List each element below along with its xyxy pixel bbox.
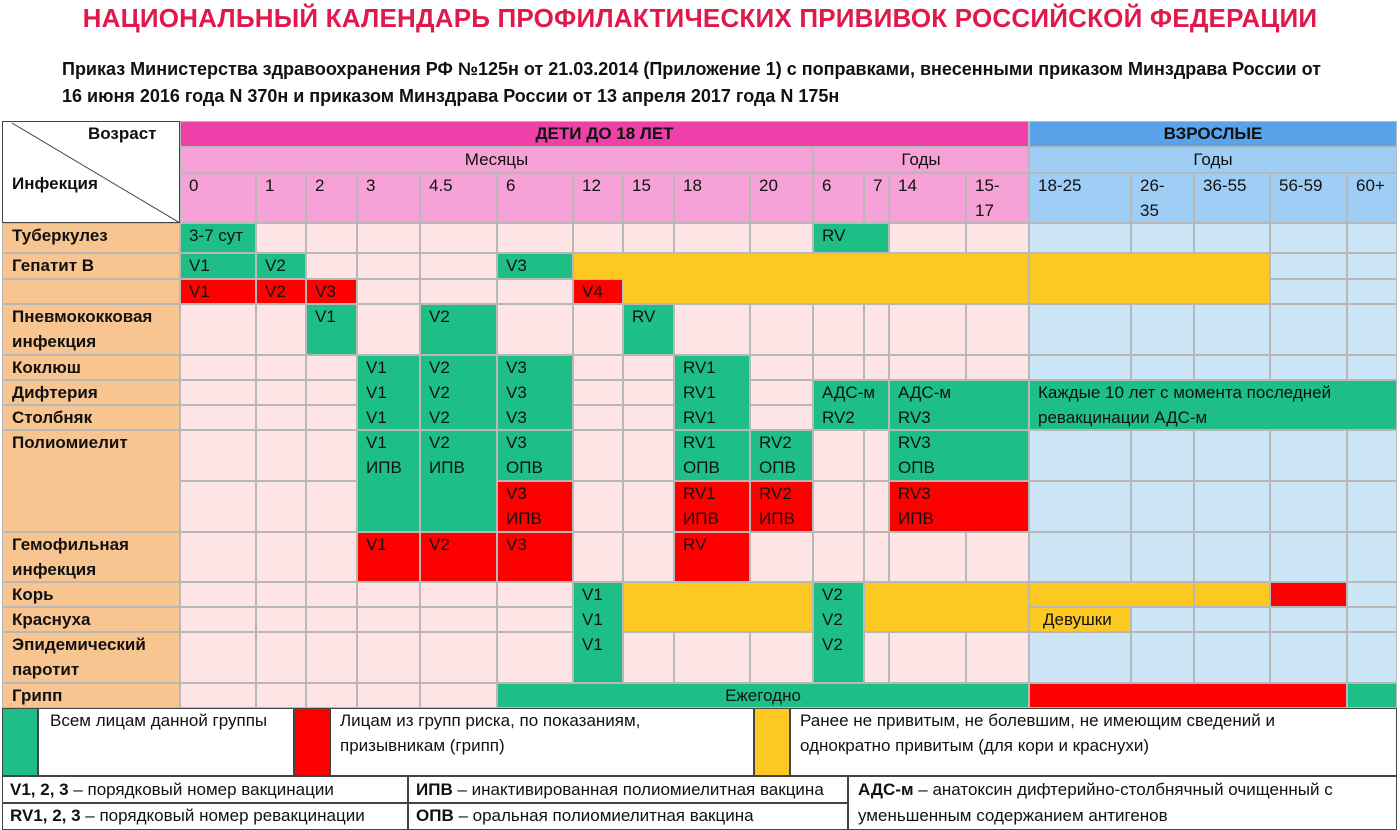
infection-name: Эпидемический паротит: [12, 635, 146, 679]
grid-cell: [1347, 430, 1397, 481]
grid-cell: [573, 304, 623, 355]
grid-cell: [1131, 355, 1194, 380]
age-label: 3: [366, 176, 376, 195]
hepb-v3-label: V3: [506, 256, 527, 275]
ads-label: АДС-м: [822, 383, 876, 402]
abbr-ads-m-text: – анатоксин дифтерийно-столбнячный очищенный с уменьшенным содержанием антигенов: [858, 780, 1333, 825]
tetanus-label: V3: [506, 408, 527, 427]
grid-cell: [420, 582, 497, 607]
grid-cell: [573, 532, 623, 582]
hepb-catchup-child-cell: [573, 253, 1029, 304]
pertussis-label: V1: [366, 358, 387, 377]
grid-cell: [1270, 430, 1347, 481]
polio-risk-v3-label: V3 ИПВ: [506, 484, 542, 528]
grid-cell: [306, 607, 357, 632]
tetanus-rv1-label: RV1: [683, 408, 716, 427]
grid-cell: [1347, 607, 1397, 632]
grid-cell: [573, 380, 623, 405]
diphtheria-label: V1: [366, 383, 387, 402]
grid-cell: [180, 380, 256, 405]
grid-cell: [256, 304, 306, 355]
tetanus-label: V2: [429, 408, 450, 427]
grid-cell: [813, 304, 864, 355]
grid-cell: [623, 632, 674, 683]
age-label: 4.5: [429, 176, 453, 195]
grid-cell: [180, 355, 256, 380]
grid-cell: [180, 304, 256, 355]
hepb-catchup-adult-cell: [1029, 253, 1270, 304]
grid-cell: [306, 582, 357, 607]
age-label: 60+: [1356, 176, 1385, 195]
grid-cell: [889, 304, 966, 355]
age-label: 18: [683, 176, 702, 195]
grid-cell: [357, 607, 420, 632]
age-label: 0: [189, 176, 199, 195]
age-label: 7: [873, 176, 883, 195]
grid-cell: [1194, 532, 1270, 582]
pneumo-v1-label: V1: [315, 307, 336, 326]
grid-cell: [180, 683, 256, 708]
grid-cell: [1347, 355, 1397, 380]
grid-cell: [497, 304, 573, 355]
grid-cell: [750, 223, 813, 253]
abbr-revaccination-key: RV1, 2, 3: [10, 806, 81, 825]
grid-cell: [306, 405, 357, 430]
grid-cell: [306, 481, 357, 532]
rubella-v1-label: V1: [582, 610, 603, 629]
grid-cell: [864, 632, 889, 683]
polio-risk-rv1-label: RV1 ИПВ: [683, 484, 719, 528]
grid-cell: [1347, 279, 1397, 304]
grid-cell: [864, 532, 889, 582]
grid-cell: [306, 532, 357, 582]
grid-cell: [889, 532, 966, 582]
tb-rv-label: RV: [822, 226, 846, 245]
legend-green-text: Всем лицам данной группы: [50, 711, 268, 730]
grid-cell: [306, 355, 357, 380]
grid-cell: [180, 632, 256, 683]
grid-cell: [966, 304, 1029, 355]
tb-label: 3-7 сут: [189, 226, 244, 245]
grid-cell: [1270, 355, 1347, 380]
grid-cell: [750, 355, 813, 380]
grid-cell: [357, 253, 420, 279]
grid-cell: [1347, 304, 1397, 355]
grid-cell: [1029, 430, 1131, 481]
grid-cell: [864, 481, 889, 532]
grid-cell: [180, 430, 256, 481]
abbr-ads-m: [858, 777, 1333, 829]
grid-cell: [180, 607, 256, 632]
legend-green-swatch: [2, 708, 38, 776]
flu-label: Ежегодно: [725, 686, 801, 705]
grid-cell: [497, 279, 573, 304]
grid-cell: [889, 355, 966, 380]
age-header-label: Возраст: [88, 124, 157, 143]
polio-rv1-label: RV1 ОПВ: [683, 433, 720, 477]
grid-cell: [623, 532, 674, 582]
flu-elderly-cell: [1347, 683, 1397, 708]
legend-yellow-swatch: [754, 708, 790, 776]
grid-cell: [420, 607, 497, 632]
age-header-cell: [256, 173, 306, 223]
rv3-label: RV3: [898, 408, 931, 427]
grid-cell: [1194, 355, 1270, 380]
grid-cell: [420, 683, 497, 708]
grid-cell: [1029, 355, 1131, 380]
infection-name: Грипп: [12, 686, 63, 705]
grid-cell: [420, 223, 497, 253]
grid-cell: [497, 632, 573, 683]
polio-v3-label: V3 ОПВ: [506, 433, 543, 477]
grid-cell: [306, 430, 357, 481]
grid-cell: [256, 405, 306, 430]
adult-years-header-label: Годы: [1193, 150, 1233, 169]
grid-cell: [1270, 481, 1347, 532]
hepb-risk-v1-label: V1: [189, 282, 210, 301]
grid-cell: [256, 532, 306, 582]
grid-cell: [864, 430, 889, 481]
grid-cell: [1131, 481, 1194, 532]
grid-cell: [889, 632, 966, 683]
grid-cell: [1347, 632, 1397, 683]
age-label: 6: [506, 176, 516, 195]
age-label: 56-59: [1279, 176, 1323, 195]
polio-rv2-label: RV2 ОПВ: [759, 433, 796, 477]
grid-cell: [750, 380, 813, 405]
age-label: 1: [265, 176, 275, 195]
grid-cell: [1194, 607, 1270, 632]
rubella-v2-label: V2: [822, 610, 843, 629]
measles-adult-catchup-cell: [1029, 582, 1194, 607]
infection-name: Коклюш: [12, 358, 81, 377]
grid-cell: [750, 304, 813, 355]
hepb-risk-v4-label: V4: [582, 282, 603, 301]
legend-yellow-text: Ранее не привитым, не болевшим, не имеющим сведений и однократно привитым (для кори и краснухи): [800, 711, 1275, 755]
polio-rv3-label: RV3 ОПВ: [898, 433, 935, 477]
grid-cell: [306, 632, 357, 683]
grid-cell: [1347, 253, 1397, 279]
measles-v1-label: V1: [582, 585, 603, 604]
grid-cell: [573, 481, 623, 532]
grid-cell: [674, 304, 750, 355]
grid-cell: [1131, 430, 1194, 481]
grid-cell: [623, 430, 674, 481]
age-label: 18-25: [1038, 176, 1082, 195]
hepb-risk-v2-label: V2: [265, 282, 286, 301]
grid-cell: [966, 632, 1029, 683]
infection-name: Пневмококковая инфекция: [12, 307, 153, 351]
grid-cell: [1347, 582, 1397, 607]
grid-cell: [180, 582, 256, 607]
infection-name: Краснуха: [12, 610, 91, 629]
age-label: 14: [898, 176, 917, 195]
hib-v1-label: V1: [366, 535, 387, 554]
grid-cell: [1270, 304, 1347, 355]
legend-red-text: Лицам из групп риска, по показаниям, призывникам (грипп): [340, 711, 641, 755]
page-title: НАЦИОНАЛЬНЫЙ КАЛЕНДАРЬ ПРОФИЛАКТИЧЕСКИХ ПРИВИВОК РОССИЙСКОЙ ФЕДЕРАЦИИ: [82, 3, 1318, 33]
grid-cell: [864, 304, 889, 355]
grid-cell: [1347, 532, 1397, 582]
rubella-girls-label: Девушки: [1043, 610, 1112, 629]
grid-cell: [357, 223, 420, 253]
infection-header-label: Инфекция: [12, 174, 98, 193]
grid-cell: [1194, 430, 1270, 481]
diphtheria-rv1-label: RV1: [683, 383, 716, 402]
measles-v2-label: V2: [822, 585, 843, 604]
grid-cell: [1270, 607, 1347, 632]
legend-red-swatch: [294, 708, 330, 776]
grid-cell: [420, 632, 497, 683]
grid-cell: [623, 380, 674, 405]
grid-cell: [674, 223, 750, 253]
abbr-vaccination: [10, 777, 334, 803]
grid-cell: [623, 355, 674, 380]
grid-cell: [750, 632, 813, 683]
children-header-label: ДЕТИ ДО 18 ЛЕТ: [535, 124, 674, 143]
grid-cell: [357, 304, 420, 355]
diphtheria-label: V3: [506, 383, 527, 402]
abbr-ads-m-key: АДС-м: [858, 780, 914, 799]
pertussis-label: V2: [429, 358, 450, 377]
grid-cell: [180, 532, 256, 582]
hib-v3-label: V3: [506, 535, 527, 554]
age-label: 20: [759, 176, 778, 195]
polio-v1-label: V1 ИПВ: [366, 433, 402, 477]
pertussis-rv1-label: RV1: [683, 358, 716, 377]
tetanus-label: V1: [366, 408, 387, 427]
abbr-ipv-text: – инактивированная полиомиелитная вакцина: [452, 780, 824, 799]
polio-risk-rv2-label: RV2 ИПВ: [759, 484, 795, 528]
age-label: 6: [822, 176, 832, 195]
grid-cell: [1131, 607, 1194, 632]
grid-cell: [1270, 632, 1347, 683]
grid-cell: [497, 607, 573, 632]
diphtheria-label: V2: [429, 383, 450, 402]
age-label: 2: [315, 176, 325, 195]
hib-v2-label: V2: [429, 535, 450, 554]
age-label: 26- 35: [1140, 176, 1165, 220]
grid-cell: [1029, 481, 1131, 532]
infection-name: Полиомиелит: [12, 433, 128, 452]
polio-v2-label: V2 ИПВ: [429, 433, 465, 477]
hepb-risk-v3-label: V3: [315, 282, 336, 301]
months-header-label: Месяцы: [464, 150, 529, 169]
abbr-ipv-key: ИПВ: [416, 780, 453, 799]
measles-rubella-catchup-cell: [623, 582, 813, 632]
age-header-cell: [306, 173, 357, 223]
grid-cell: [1194, 481, 1270, 532]
mumps-v2-label: V2: [822, 635, 843, 654]
grid-cell: [256, 223, 306, 253]
grid-cell: [573, 355, 623, 380]
grid-cell: [813, 532, 864, 582]
infection-name: Туберкулез: [12, 226, 108, 245]
grid-cell: [180, 481, 256, 532]
grid-cell: [573, 430, 623, 481]
mumps-v1-label: V1: [582, 635, 603, 654]
abbr-revaccination-text: – порядковый номер ревакцинации: [80, 806, 365, 825]
grid-cell: [306, 223, 357, 253]
grid-cell: [420, 279, 497, 304]
grid-cell: [1131, 532, 1194, 582]
grid-cell: [256, 607, 306, 632]
infection-label-cell: [2, 279, 180, 304]
grid-cell: [1131, 632, 1194, 683]
grid-cell: [813, 481, 864, 532]
abbr-opv: [416, 803, 754, 829]
grid-cell: [357, 582, 420, 607]
hepb-v1-label: V1: [189, 256, 210, 275]
adults-header-label: ВЗРОСЛЫЕ: [1163, 124, 1263, 143]
pneumo-v2-label: V2: [429, 307, 450, 326]
infection-name: Столбняк: [12, 408, 93, 427]
grid-cell: [256, 683, 306, 708]
grid-cell: [497, 582, 573, 607]
child-years-header-label: Годы: [901, 150, 941, 169]
hib-rv-label: RV: [683, 535, 707, 554]
grid-cell: [966, 355, 1029, 380]
infection-name: Гепатит В: [12, 256, 95, 275]
grid-cell: [306, 253, 357, 279]
grid-cell: [357, 632, 420, 683]
grid-cell: [256, 380, 306, 405]
grid-cell: [1131, 223, 1194, 253]
infection-name: Гемофильная инфекция: [12, 535, 129, 579]
grid-cell: [180, 405, 256, 430]
grid-cell: [1270, 532, 1347, 582]
infection-name: Корь: [12, 585, 54, 604]
polio-risk-rv3-label: RV3 ИПВ: [898, 484, 934, 528]
abbr-vaccination-key: V1, 2, 3: [10, 780, 69, 799]
grid-cell: [573, 223, 623, 253]
grid-cell: [1347, 223, 1397, 253]
grid-cell: [420, 253, 497, 279]
adult-dt-label: Каждые 10 лет с момента последней ревакцинации АДС-м: [1038, 383, 1332, 427]
grid-cell: [357, 279, 420, 304]
grid-cell: [1029, 532, 1131, 582]
grid-cell: [256, 355, 306, 380]
abbr-opv-text: – оральная полиомиелитная вакцина: [453, 806, 754, 825]
grid-cell: [1029, 304, 1131, 355]
measles-rubella-catchup-cell-2: [864, 582, 1029, 632]
grid-cell: [813, 355, 864, 380]
age-label: 12: [582, 176, 601, 195]
grid-cell: [256, 481, 306, 532]
pneumo-rv-label: RV: [632, 307, 656, 326]
grid-cell: [966, 532, 1029, 582]
grid-cell: [1194, 632, 1270, 683]
age-label: 36-55: [1203, 176, 1247, 195]
abbr-vaccination-text: – порядковый номер вакцинации: [68, 780, 334, 799]
grid-cell: [674, 632, 750, 683]
grid-cell: [1270, 223, 1347, 253]
grid-cell: [864, 355, 889, 380]
grid-cell: [256, 632, 306, 683]
grid-cell: [1270, 253, 1347, 279]
flu-adult-risk-cell: [1029, 683, 1347, 708]
grid-cell: [966, 223, 1029, 253]
grid-cell: [1194, 304, 1270, 355]
abbr-opv-key: ОПВ: [416, 806, 454, 825]
ads-label: АДС-м: [898, 383, 952, 402]
grid-cell: [750, 532, 813, 582]
grid-cell: [889, 223, 966, 253]
grid-cell: [1029, 632, 1131, 683]
grid-cell: [573, 405, 623, 430]
rv2-label: RV2: [822, 408, 855, 427]
age-label: 15- 17: [975, 176, 1000, 220]
infection-name: Дифтерия: [12, 383, 98, 402]
grid-cell: [1270, 279, 1347, 304]
abbr-ipv: [416, 777, 824, 803]
grid-cell: [306, 380, 357, 405]
measles-adult-catchup-cell-2: [1194, 582, 1270, 607]
grid-cell: [256, 582, 306, 607]
grid-cell: [623, 405, 674, 430]
grid-cell: [623, 481, 674, 532]
grid-cell: [813, 430, 864, 481]
age-header-cell: [813, 173, 864, 223]
page-subtitle: Приказ Министерства здравоохранения РФ №125н от 21.03.2014 (Приложение 1) с поправками, внесенными приказом Минздрава России от 16 июня 2016 года N 370н и приказом Минздрава России от 13 апреля 2017 года N 175н: [62, 59, 1321, 106]
grid-cell: [497, 223, 573, 253]
measles-risk-cell: [1270, 582, 1347, 607]
grid-cell: [1029, 223, 1131, 253]
age-label: 15: [632, 176, 651, 195]
pertussis-label: V3: [506, 358, 527, 377]
grid-cell: [1131, 304, 1194, 355]
grid-cell: [1347, 481, 1397, 532]
grid-cell: [623, 223, 674, 253]
grid-cell: [357, 683, 420, 708]
grid-cell: [306, 683, 357, 708]
grid-cell: [750, 405, 813, 430]
abbr-revaccination: [10, 803, 365, 829]
grid-cell: [1194, 223, 1270, 253]
hepb-v2-label: V2: [265, 256, 286, 275]
grid-cell: [256, 430, 306, 481]
